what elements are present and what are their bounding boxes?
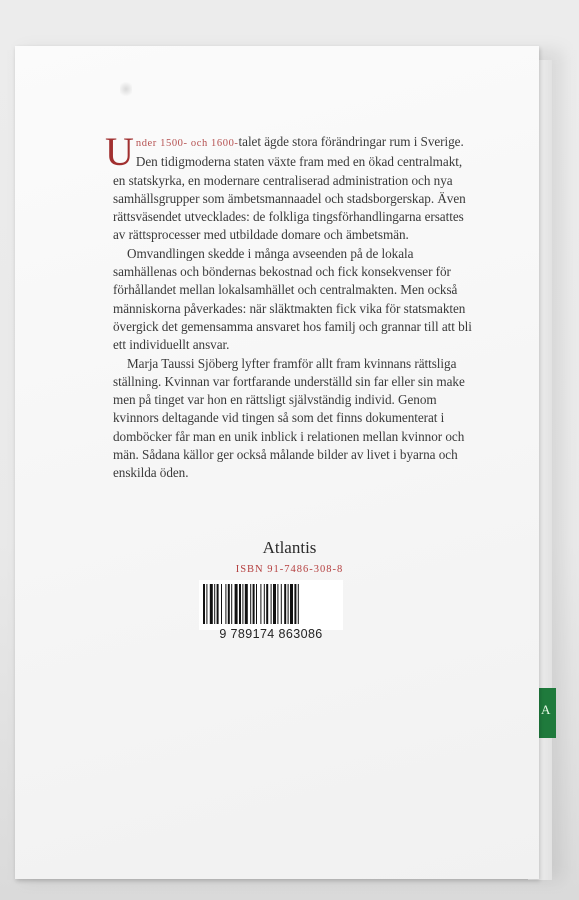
barcode-bar bbox=[228, 584, 230, 624]
barcode-bar bbox=[277, 584, 278, 624]
barcode-bar bbox=[260, 584, 261, 624]
barcode-bar bbox=[256, 584, 257, 624]
barcode-bar bbox=[271, 584, 272, 624]
barcode-bar bbox=[217, 584, 219, 624]
barcode-bar bbox=[264, 584, 265, 624]
blurb-paragraph-3: Marja Taussi Sjöberg lyfter framför allt fram kvinnans rättsliga ställning. Kvinnan var fortfarande underställd sin far eller sin make men på tinget var hon en rättsligt självständig individ. Genom kvinnors deltagande vid tingen så som det finns dokumenterat i domböcker får man en unik inblick i relationen mellan kvinnor och män. Sådana källor ger också målande bilder av livet i byarna och enskilda öden. bbox=[113, 355, 465, 481]
drop-cap: U bbox=[105, 129, 134, 174]
barcode-bar bbox=[214, 584, 215, 624]
barcode-bar bbox=[288, 584, 289, 624]
publisher-name: Atlantis bbox=[262, 538, 317, 557]
barcode-bar bbox=[290, 584, 293, 624]
barcode-bar bbox=[203, 584, 205, 624]
barcode-bar bbox=[266, 584, 268, 624]
barcode-bar bbox=[281, 584, 282, 624]
barcode-bar bbox=[206, 584, 207, 624]
barcode-bar bbox=[239, 584, 241, 624]
barcode-digits: 9 789174 863086 bbox=[219, 627, 323, 641]
blurb-paragraph-1 bbox=[105, 129, 473, 245]
blurb-lead-small-caps: nder 1500- och 1600- bbox=[135, 138, 239, 149]
barcode-bar bbox=[253, 584, 255, 624]
barcode-bar bbox=[298, 584, 299, 624]
barcode-bar bbox=[231, 584, 232, 624]
barcode-bar bbox=[250, 584, 251, 624]
barcode-bar bbox=[273, 584, 276, 624]
barcode-bar bbox=[245, 584, 248, 624]
cover-smudge bbox=[120, 80, 132, 98]
barcode-bar bbox=[225, 584, 226, 624]
barcode-bar bbox=[242, 584, 243, 624]
blurb-paragraph-2: Omvandlingen skedde i många avseenden på de lokala samhällenas och böndernas bekostnad och fick konsekvenser för förhållandet mellan lokalsamhället och centralmakten. Men också människorna påverkades: när släktmakten fick vika för statsmakten övergick det gemensamma ansvaret hos familj och grannar till att bli ett individuellt ansvar. bbox=[113, 245, 472, 353]
spine-letter: A bbox=[541, 702, 551, 717]
barcode-bar bbox=[235, 584, 238, 624]
barcode-bar bbox=[210, 584, 213, 624]
barcode-bar bbox=[221, 584, 222, 624]
isbn: ISBN 91-7486-308-8 bbox=[235, 564, 344, 575]
barcode-bar bbox=[284, 584, 286, 624]
barcode-bar bbox=[294, 584, 296, 624]
back-cover-blurb bbox=[105, 129, 473, 483]
blurb-paragraph-1-text: talet ägde stora förändringar rum i Sverige. Den tidigmoderna staten växte fram med en ökad centralmakt, en statskyrka, en modernare centraliserad administration och nya samhällsgrupper som ämbetsmannaadel och stadsborgerskap. Även rättsväsendet utvecklades: de folkliga tingsförhandlingarna ersattes av rättsprocesser med utbildade domare och ämbetsmän. bbox=[113, 134, 466, 243]
barcode bbox=[203, 584, 339, 626]
